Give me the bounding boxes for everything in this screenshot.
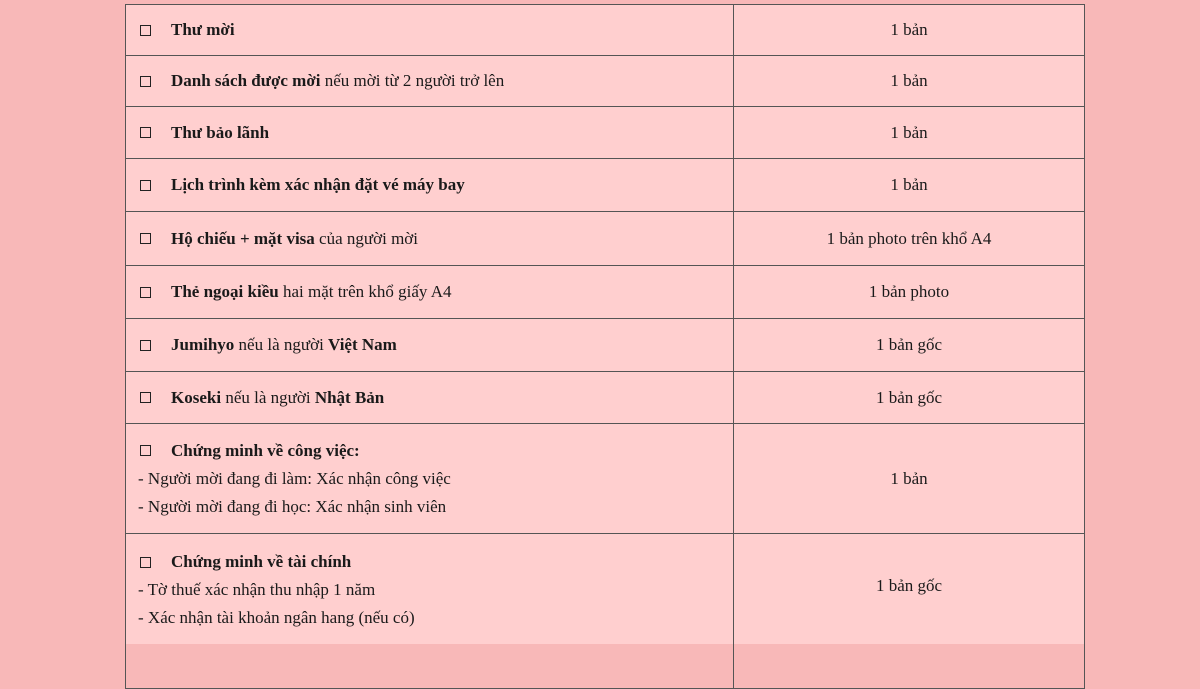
item-subline: - Xác nhận tài khoản ngân hang (nếu có) bbox=[138, 608, 415, 627]
checkbox-icon bbox=[140, 557, 151, 568]
checkbox-icon bbox=[140, 340, 151, 351]
item-quantity: 1 bản gốc bbox=[734, 534, 1085, 689]
item-note: của người mời bbox=[314, 228, 419, 248]
item-label: Lịch trình kèm xác nhận đặt vé máy bay bbox=[171, 175, 465, 194]
required-documents-table bbox=[125, 4, 1085, 689]
item-label: Chứng minh về công việc: bbox=[171, 440, 360, 460]
item-quantity: 1 bản bbox=[734, 159, 1085, 212]
table-row bbox=[126, 56, 1085, 107]
item-subline: - Người mời đang đi làm: Xác nhận công việc bbox=[138, 468, 451, 488]
table-row bbox=[126, 5, 1085, 56]
item-quantity: 1 bản bbox=[734, 56, 1085, 107]
table-row bbox=[126, 372, 1085, 424]
checkbox-icon bbox=[140, 233, 151, 244]
item-quantity: 1 bản photo trên khổ A4 bbox=[734, 212, 1085, 266]
table-row bbox=[126, 159, 1085, 212]
item-quantity: 1 bản gốc bbox=[734, 319, 1085, 372]
item-quantity: 1 bản bbox=[734, 424, 1085, 534]
item-label-country: Việt Nam bbox=[328, 335, 397, 354]
checkbox-icon bbox=[140, 127, 151, 138]
table-row bbox=[126, 534, 1085, 689]
item-label: Koseki bbox=[171, 387, 222, 407]
item-label: Thẻ ngoại kiều bbox=[171, 282, 279, 301]
item-label: Danh sách được mời bbox=[171, 71, 321, 90]
item-note: nếu mời từ 2 người trở lên bbox=[320, 71, 505, 90]
table-row bbox=[126, 266, 1085, 319]
item-quantity: 1 bản gốc bbox=[734, 372, 1085, 424]
checkbox-icon bbox=[140, 25, 151, 36]
item-quantity: 1 bản bbox=[734, 107, 1085, 159]
item-subline: - Người mời đang đi học: Xác nhận sinh viên bbox=[138, 496, 447, 516]
document-sheet bbox=[125, 4, 1085, 644]
table-row bbox=[126, 212, 1085, 266]
checkbox-icon bbox=[140, 76, 151, 87]
item-label: Jumihyo bbox=[171, 335, 235, 354]
item-label: Hộ chiếu + mặt visa bbox=[171, 228, 315, 248]
item-note: nếu là người bbox=[221, 387, 315, 407]
checkbox-icon bbox=[140, 180, 151, 191]
checkbox-icon bbox=[140, 392, 151, 403]
checkbox-icon bbox=[140, 287, 151, 298]
item-label: Thư mời bbox=[171, 20, 235, 39]
checkbox-icon bbox=[140, 445, 151, 456]
item-label: Chứng minh về tài chính bbox=[171, 552, 352, 571]
item-label-country: Nhật Bản bbox=[314, 387, 385, 407]
item-quantity: 1 bản bbox=[734, 5, 1085, 56]
table-row bbox=[126, 424, 1085, 534]
item-note: hai mặt trên khổ giấy A4 bbox=[278, 282, 452, 301]
table-row bbox=[126, 107, 1085, 159]
item-note: nếu là người bbox=[234, 335, 329, 354]
table-row bbox=[126, 319, 1085, 372]
item-label: Thư bảo lãnh bbox=[171, 122, 270, 142]
item-quantity: 1 bản photo bbox=[734, 266, 1085, 319]
item-subline: - Tờ thuế xác nhận thu nhập 1 năm bbox=[138, 580, 376, 599]
